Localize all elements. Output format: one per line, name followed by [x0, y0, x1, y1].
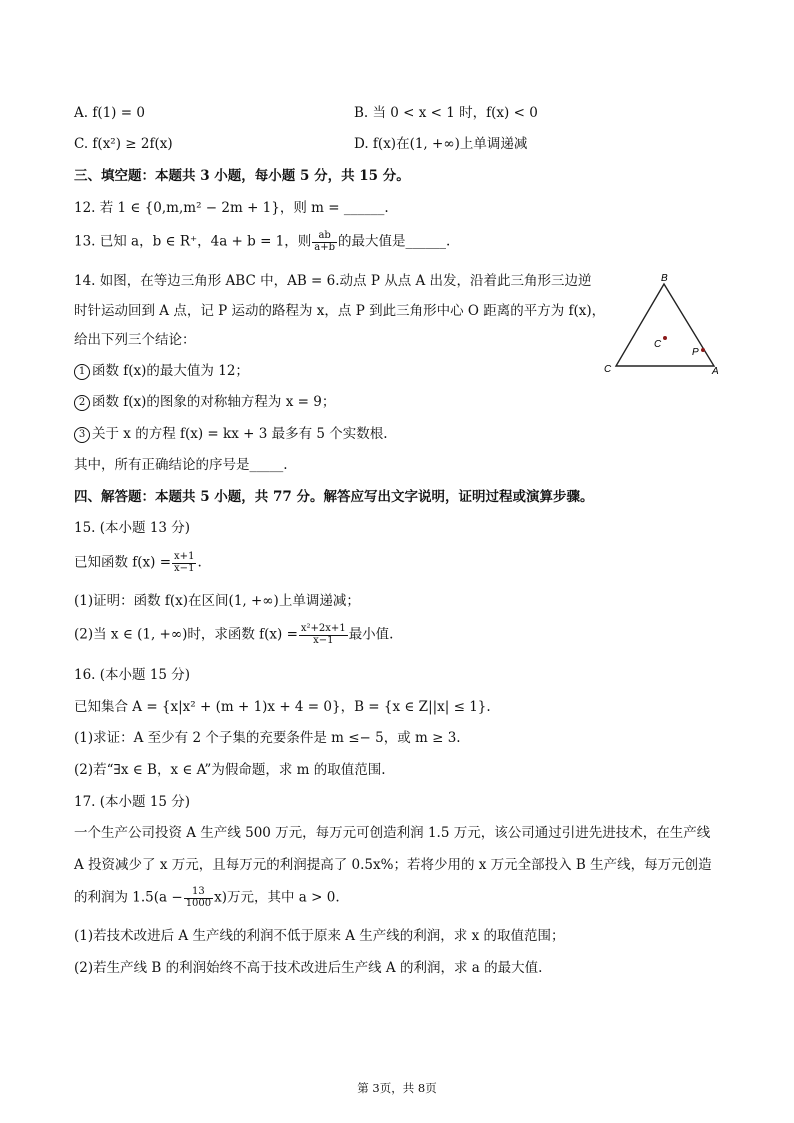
q13-frac-num: ab [312, 231, 337, 243]
q14-conclusion-1-text: 函数 f(x)的最大值为 12； [92, 363, 249, 379]
q15-given-post: . [197, 554, 202, 571]
vertex-label-c: C [604, 364, 612, 375]
q15-part-2 [74, 624, 393, 646]
q13-fraction [312, 231, 337, 253]
option-a: A. f(1) = 0 [74, 105, 145, 121]
page-footer: 第 3页，共 8页 [357, 1081, 437, 1095]
q15-given-den: x−1 [174, 562, 195, 574]
q15-part-2-fraction [299, 624, 348, 646]
q15-given-fraction [172, 552, 196, 574]
q16-part-2: (2)若“∃x ∈ B，x ∈ A”为假命题，求 m 的取值范围. [74, 762, 386, 778]
q15-part-2-post: 最小值. [348, 626, 394, 643]
q15-part-2-num: x²+2x+1 [300, 623, 346, 634]
q14-line-1: 14. 如图，在等边三角形 ABC 中，AB = 6.动点 P 从点 A 出发，沿着此三角形三边逆 [74, 273, 592, 289]
center-point-o [663, 336, 667, 340]
vertex-label-b: B [661, 273, 668, 284]
q14-line-2: 时针运动回到 A 点，记 P 运动的路程为 x，点 P 到此三角形中心 O 距离的平方为 f(x)， [74, 303, 606, 319]
q16-part-1: (1)求证：A 至少有 2 个子集的充要条件是 m ≤− 5，或 m ≥ 3. [74, 730, 461, 746]
q17-line-3-post: x)万元，其中 a > 0. [214, 889, 340, 906]
q13-frac-den: a+b [314, 241, 336, 253]
q17-line-2: A 投资减少了 x 万元，且每万元的利润提高了 0.5x%；若将少用的 x 万元全部投入 B 生产线，每万元创造 [74, 857, 712, 873]
q15-part-2-den: x−1 [313, 634, 334, 646]
center-label: C [654, 339, 662, 350]
q14-conclusion-1 [74, 362, 249, 380]
q15-heading: 15. (本小题 13 分) [74, 520, 191, 536]
q17-part-1: (1)若技术改进后 A 生产线的利润不低于原来 A 生产线的利润，求 x 的取值范围； [74, 928, 565, 944]
q13-text-pre: 13. 已知 a，b ∈ R⁺，4a + b = 1，则 [74, 233, 312, 250]
q15-given [74, 552, 202, 574]
q15-given-pre: 已知函数 f(x) = [74, 554, 172, 571]
q14-conclusion-2 [74, 393, 335, 411]
q15-part-1: (1)证明：函数 f(x)在区间(1, +∞)上单调递减； [74, 593, 360, 609]
q14-conclusion-3 [74, 425, 388, 443]
triangle-figure [598, 270, 728, 382]
point-p [701, 348, 705, 352]
q16-given: 已知集合 A = {x|x² + (m + 1)x + 4 = 0}，B = {x ∈ Z||x| ≤ 1}. [74, 699, 491, 715]
q15-part-2-pre: (2)当 x ∈ (1, +∞)时，求函数 f(x) = [74, 626, 298, 643]
q15-given-num: x+1 [174, 551, 195, 562]
section-3-title: 三、填空题：本题共 3 小题，每小题 5 分，共 15 分。 [74, 168, 410, 184]
vertex-label-a: A [712, 366, 719, 377]
q13-text-post: 的最大值是______. [338, 233, 451, 250]
point-p-label: P [692, 347, 699, 358]
section-4-title: 四、解答题：本题共 5 小题，共 77 分。解答应写出文字说明，证明过程或演算步骤。 [74, 489, 594, 505]
q14-conclusion-2-text: 函数 f(x)的图象的对称轴方程为 x = 9； [92, 394, 336, 410]
q17-line-3-pre: 的利润为 1.5(a − [74, 889, 183, 906]
option-d: D. f(x)在(1, +∞)上单调递减 [354, 136, 528, 152]
circled-number-2: 2 [74, 395, 90, 411]
q17-part-2: (2)若生产线 B 的利润始终不高于技术改进后生产线 A 的利润，求 a 的最大值. [74, 960, 543, 976]
q17-line-3 [74, 887, 340, 909]
q17-fraction [184, 887, 213, 909]
question-13 [74, 231, 450, 253]
q16-heading: 16. (本小题 15 分) [74, 667, 191, 683]
option-c: C. f(x²) ≥ 2f(x) [74, 136, 173, 152]
q17-line-1: 一个生产公司投资 A 生产线 500 万元，每万元可创造利润 1.5 万元，该公司通过引进先进技术，在生产线 [74, 825, 711, 841]
q17-frac-den: 1000 [185, 897, 212, 909]
q17-frac-num: 13 [184, 887, 213, 899]
triangle-abc [616, 284, 714, 366]
circled-number-1: 1 [74, 364, 90, 380]
q17-heading: 17. (本小题 15 分) [74, 794, 191, 810]
question-12: 12. 若 1 ∈ {0,m,m² − 2m + 1}，则 m = ______. [74, 200, 389, 216]
option-b: B. 当 0 < x < 1 时，f(x) < 0 [354, 105, 538, 121]
q14-answer-line: 其中，所有正确结论的序号是_____. [74, 457, 288, 473]
q14-conclusion-3-text: 关于 x 的方程 f(x) = kx + 3 最多有 5 个实数根. [92, 426, 388, 442]
q14-line-3: 给出下列三个结论： [74, 332, 196, 348]
circled-number-3: 3 [74, 427, 90, 443]
